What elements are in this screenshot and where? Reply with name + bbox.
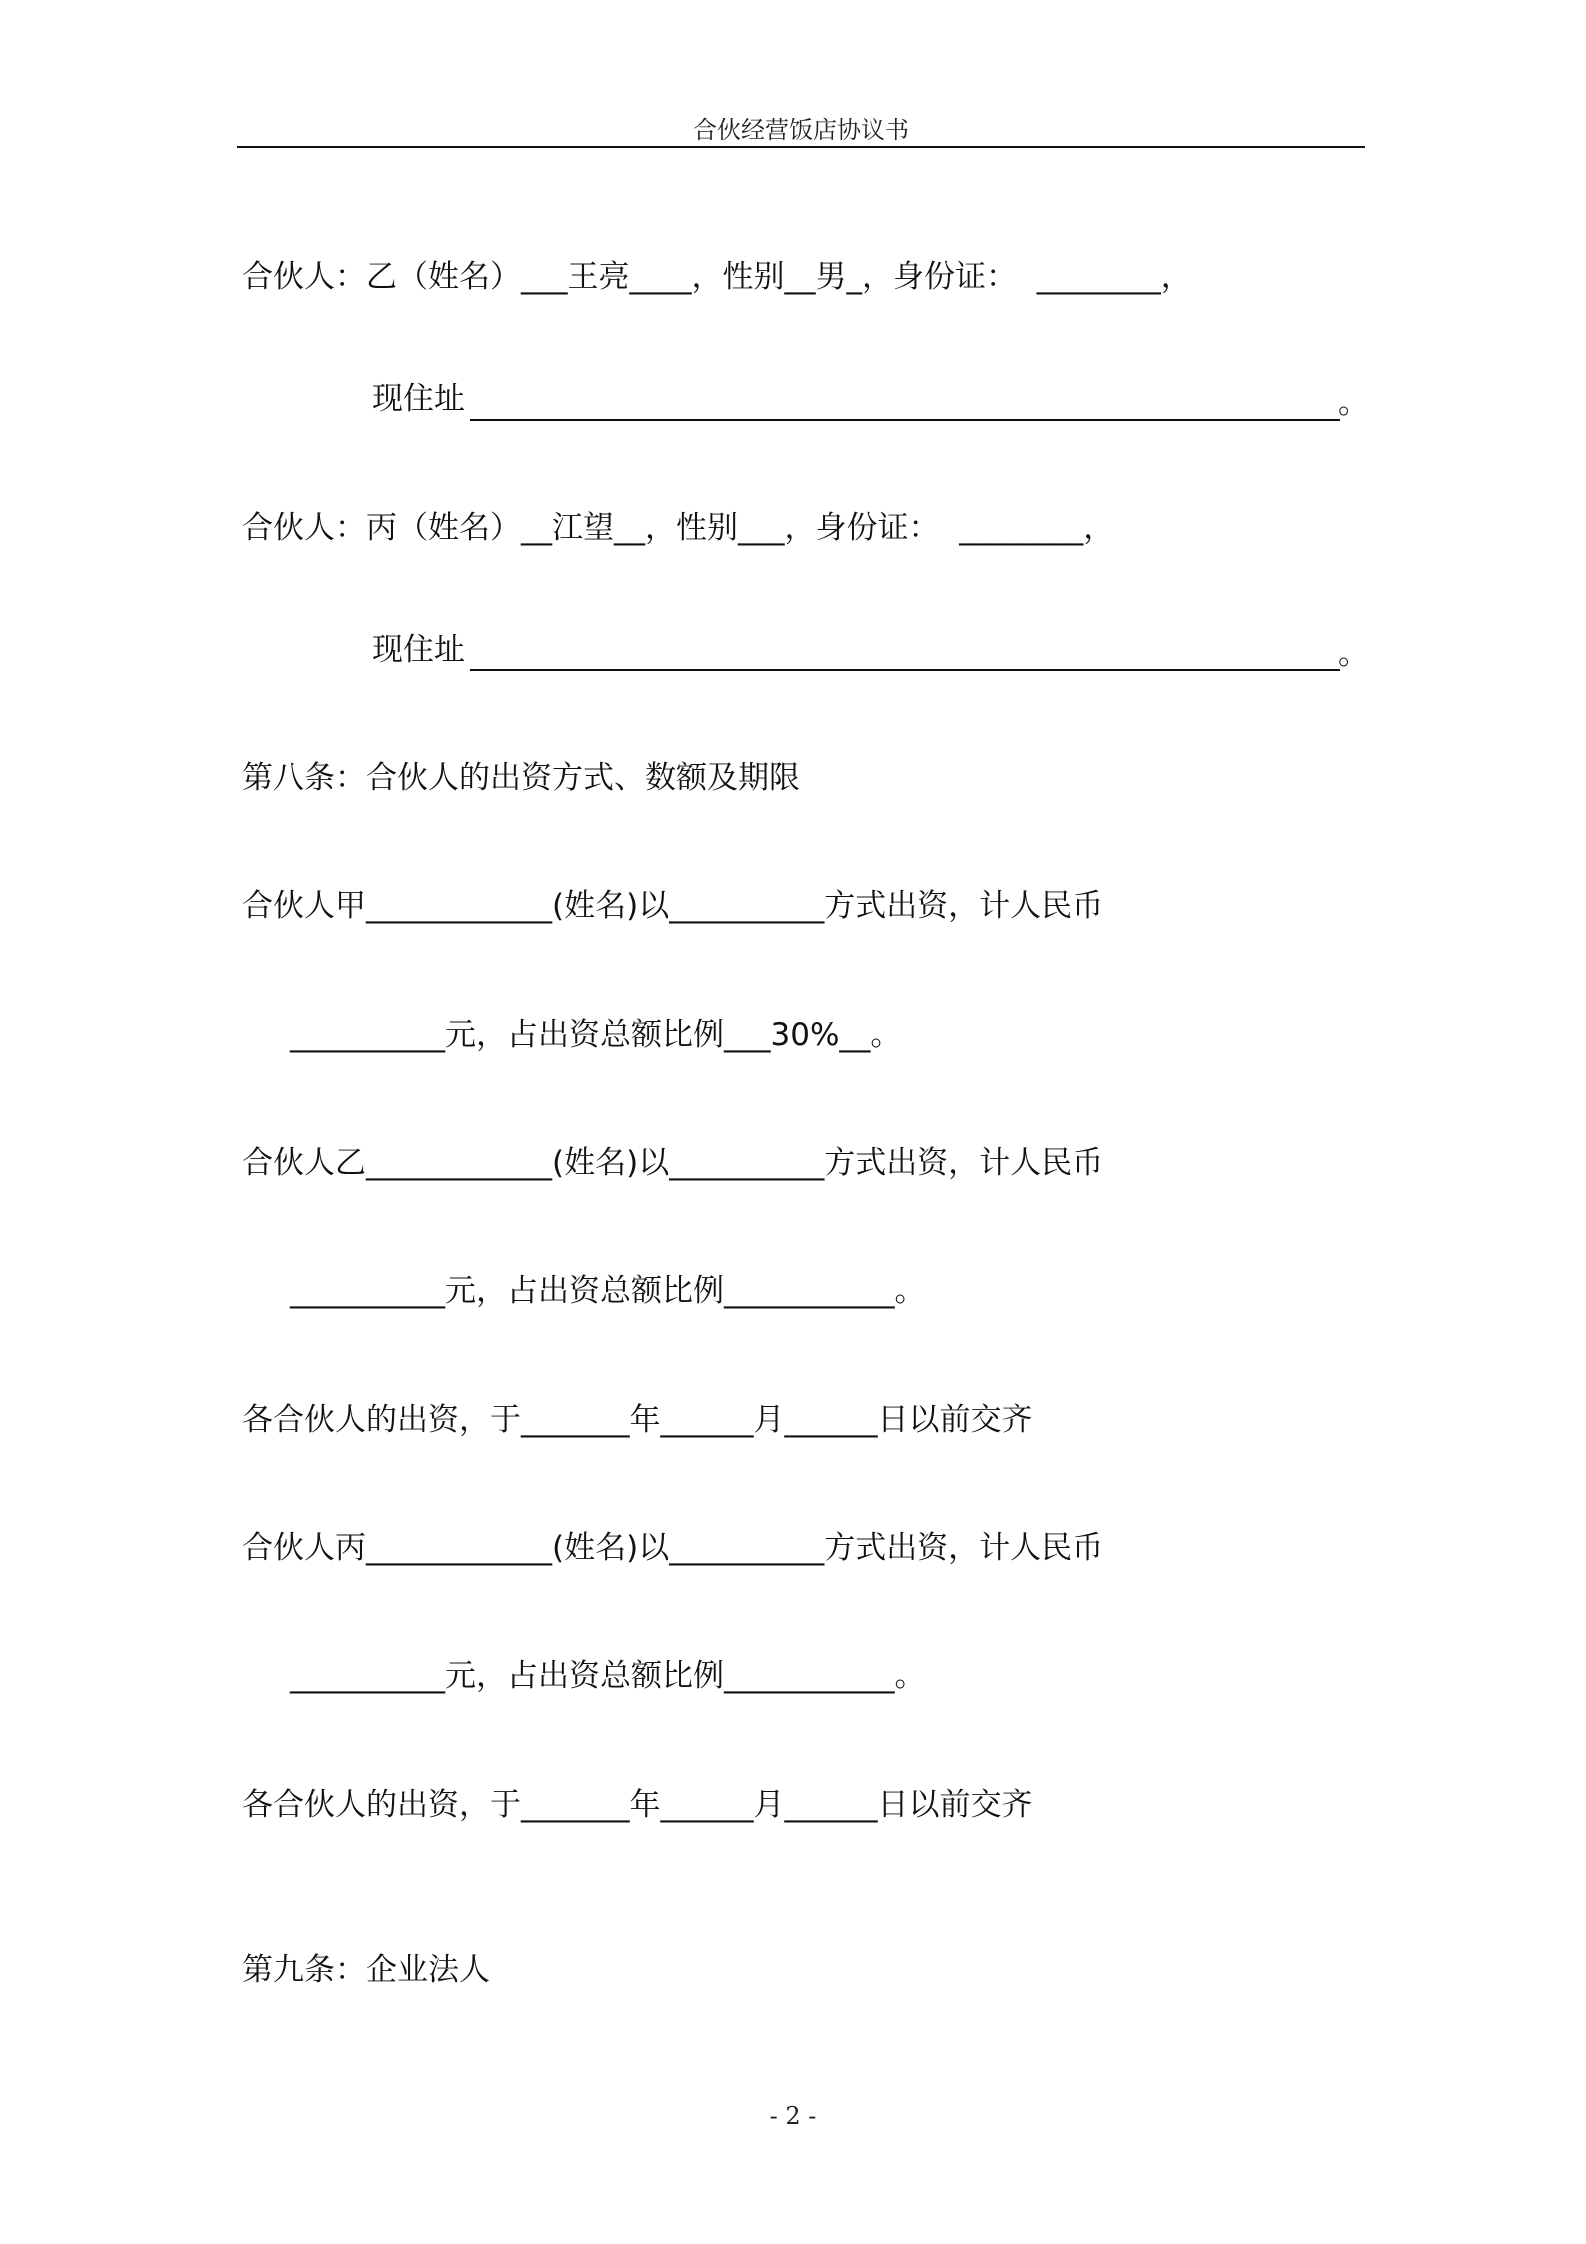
contribution-yi-line: 合伙人乙____________(姓名)以__________方式出资，计人民币 — [242, 1145, 1104, 1181]
partner-bing-line: 合伙人：丙（姓名）__江望__，性别___，身份证： ________， — [242, 510, 1115, 546]
address-period-1: 。 — [1338, 385, 1369, 421]
contribution-jia-amount: __________元，占出资总额比例___30%__。 — [290, 1017, 902, 1053]
page-header-title: 合伙经营饭店协议书 — [693, 116, 909, 144]
contribution-yi-amount: __________元，占出资总额比例___________。 — [290, 1273, 926, 1309]
contribution-bing-amount: __________元，占出资总额比例___________。 — [290, 1658, 926, 1694]
header-rule — [237, 146, 1365, 148]
contribution-jia-line: 合伙人甲____________(姓名)以__________方式出资，计人民币 — [242, 888, 1104, 924]
article-8-title: 第八条：合伙人的出资方式、数额及期限 — [242, 760, 800, 796]
deadline-line-2: 各合伙人的出资，于_______年______月______日以前交齐 — [242, 1787, 1033, 1823]
address-period-2: 。 — [1338, 636, 1369, 672]
address-underline-1 — [470, 419, 1340, 421]
address-label-2: 现住址 — [372, 632, 465, 668]
contribution-bing-line: 合伙人丙____________(姓名)以__________方式出资，计人民币 — [242, 1530, 1104, 1566]
deadline-line-1: 各合伙人的出资，于_______年______月______日以前交齐 — [242, 1402, 1033, 1438]
partner-yi-line: 合伙人：乙（姓名）___王亮____，性别__男_，身份证： ________， — [242, 259, 1192, 295]
address-underline-2 — [470, 669, 1340, 671]
page-number: - 2 - — [769, 2102, 817, 2130]
address-label-1: 现住址 — [372, 381, 465, 417]
article-9-title: 第九条：企业法人 — [242, 1952, 490, 1988]
